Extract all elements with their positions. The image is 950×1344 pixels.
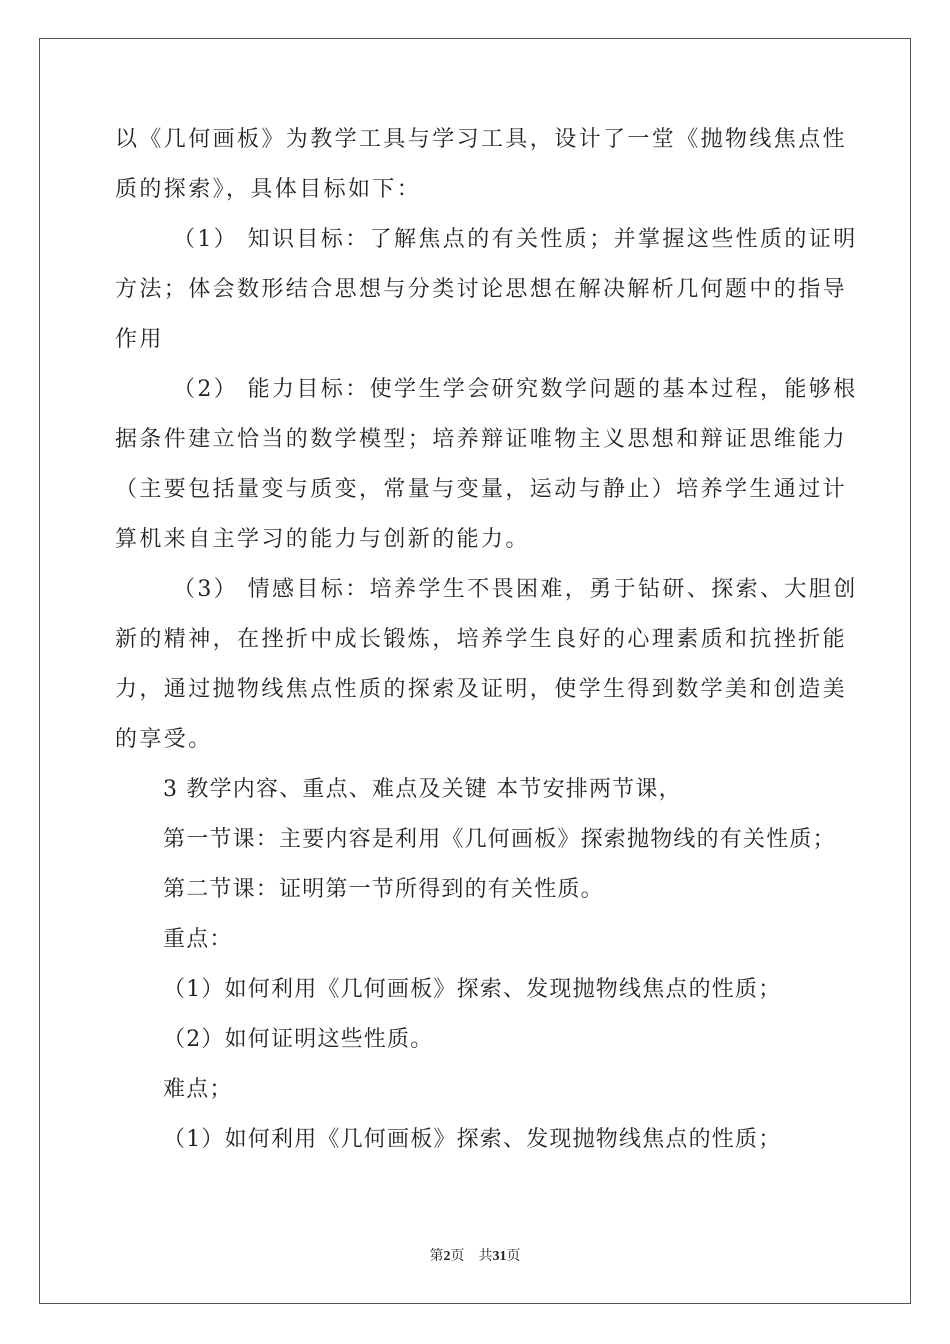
- paragraph-line: 第一节课：主要内容是利用《几何画板》探索抛物线的有关性质；: [163, 827, 836, 852]
- paragraph-line: 力，通过抛物线焦点性质的探索及证明，使学生得到数学美和创造美: [115, 677, 848, 702]
- list-item: （1）如何利用《几何画板》探索、发现抛物线焦点的性质；: [163, 1127, 782, 1152]
- page-footer: [0, 1248, 950, 1266]
- list-item: （1）如何利用《几何画板》探索、发现抛物线焦点的性质；: [163, 977, 782, 1002]
- paragraph-line: 质的探索》，具体目标如下：: [115, 177, 422, 202]
- paragraph-line: （3） 情感目标：培养学生不畏困难，勇于钻研、探索、大胆创: [173, 577, 858, 602]
- paragraph-line: （主要包括量变与质变，常量与变量，运动与静止）培养学生通过计: [115, 477, 848, 502]
- list-item: （2）如何证明这些性质。: [163, 1027, 434, 1052]
- footer-page-suffix: 页: [450, 1249, 465, 1264]
- section-heading: 3 教学内容、重点、难点及关键 本节安排两节课，: [163, 777, 682, 802]
- paragraph-line: 作用: [115, 327, 164, 352]
- paragraph-line: 新的精神，在挫折中成长锻炼，培养学生良好的心理素质和抗挫折能: [115, 627, 848, 652]
- footer-prefix: 第: [429, 1249, 444, 1264]
- paragraph-line: （2） 能力目标：使学生学会研究数学问题的基本过程，能够根: [173, 377, 858, 402]
- paragraph-line: 的享受。: [115, 727, 213, 752]
- paragraph-line: 以《几何画板》为教学工具与学习工具，设计了一堂《抛物线焦点性: [115, 127, 848, 152]
- paragraph-line: 据条件建立恰当的数学模型；培养辩证唯物主义思想和辩证思维能力: [115, 427, 848, 452]
- footer-page-number: 2: [443, 1249, 451, 1264]
- footer-total-pages: 31: [492, 1249, 507, 1264]
- paragraph-line: 第二节课：证明第一节所得到的有关性质。: [163, 877, 604, 902]
- paragraph-line: 方法；体会数形结合思想与分类讨论思想在解决解析几何题中的指导: [115, 277, 848, 302]
- paragraph-line: 算机来自主学习的能力与创新的能力。: [115, 527, 530, 552]
- paragraph-line: （1） 知识目标：了解焦点的有关性质；并掌握这些性质的证明: [173, 227, 858, 252]
- paragraph-line: 重点：: [163, 927, 233, 952]
- paragraph-line: 难点；: [163, 1077, 233, 1102]
- footer-total-suffix: 页: [506, 1249, 521, 1264]
- footer-total-prefix: 共: [478, 1249, 493, 1264]
